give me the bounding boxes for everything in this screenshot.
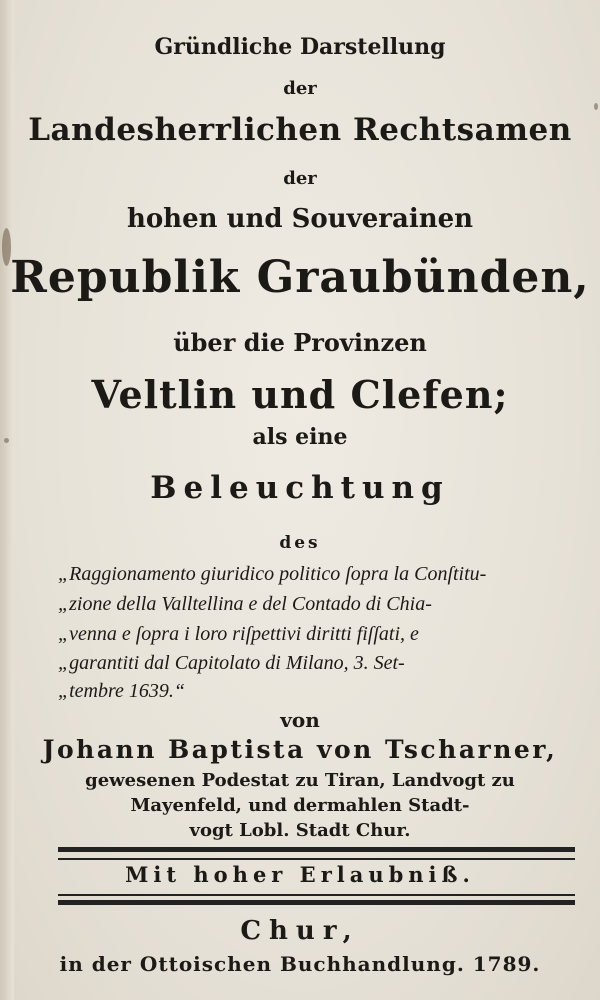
rule-thin xyxy=(58,858,575,860)
rule-thick xyxy=(58,900,575,905)
title-line-10: Beleuchtung xyxy=(150,470,450,506)
title-line-2: der xyxy=(283,78,317,99)
italic-title-line: „venna e ſopra i loro riſpettivi diritti fiſſati, e xyxy=(58,623,419,645)
italic-title-line: „Raggionamento giuridico politico ſopra la Conſtitu- xyxy=(58,563,487,585)
title-line-3: Landesherrlichen Rechtsamen xyxy=(28,112,572,148)
von-line: von xyxy=(280,708,320,732)
title-line-1: Gründliche Darstellung xyxy=(154,34,446,60)
title-line-4: der xyxy=(283,168,317,189)
permission-line: Mit hoher Erlaubniß. xyxy=(125,862,475,887)
rule-thin xyxy=(58,894,575,896)
title-line-8: Veltlin und Clefen; xyxy=(91,372,509,417)
author-description-line: vogt Lobl. Stadt Chur. xyxy=(189,820,411,841)
rule-thick xyxy=(58,847,575,852)
title-line-6: Republik Graubünden, xyxy=(10,252,590,303)
italic-title-line: „zione della Valltellina e del Contado di Chia- xyxy=(58,593,432,615)
title-line-7: über die Provinzen xyxy=(173,328,427,357)
imprint-city: Chur, xyxy=(240,916,360,946)
imprint-publisher: in der Ottoischen Buchhandlung. 1789. xyxy=(59,952,541,976)
author-description-line: gewesenen Podestat zu Tiran, Landvogt zu xyxy=(85,770,515,791)
title-line-11: des xyxy=(279,533,321,553)
title-line-9: als eine xyxy=(252,424,348,450)
ink-stain xyxy=(594,103,598,110)
title-line-5: hohen und Souverainen xyxy=(126,204,474,234)
author-name: Johann Baptista von Tscharner, xyxy=(42,735,558,764)
italic-title-line: „tembre 1639.“ xyxy=(58,680,186,702)
author-description-line: Mayenfeld, und dermahlen Stadt- xyxy=(130,795,470,816)
italic-title-line: „garantiti dal Capitolato di Milano, 3. Set- xyxy=(58,652,405,674)
